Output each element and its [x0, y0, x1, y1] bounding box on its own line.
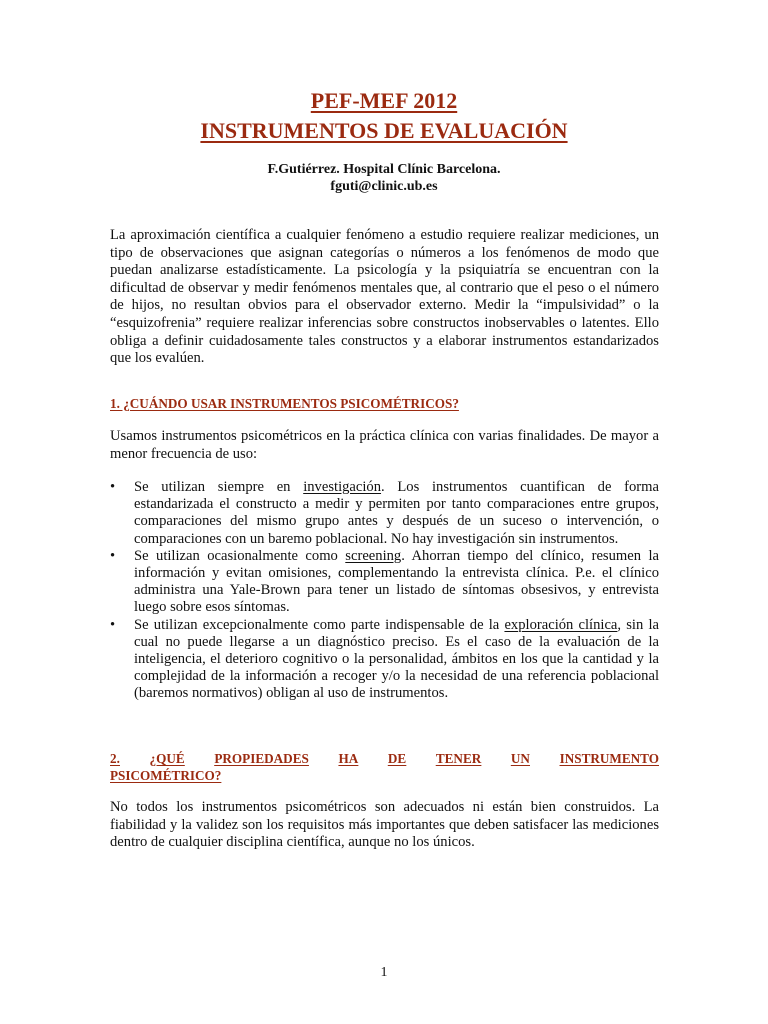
- intro-paragraph: La aproximación científica a cualquier fenómeno a estudio requiere realizar mediciones, un tipo de observaciones que asignan categorías o números a los fenómenos de modo que puedan analizarse estadísticamente. La psicología y la psiquiatría se encuentran con la dificultad de observar y medir fenómenos mentales que, al contrario que el peso o el número de hijos, no resultan obvios para el observador externo. Medir la “impulsividad” o la “esquizofrenia” requiere realizar inferencias sobre constructos inobservables o latentes. Ello obliga a definir cuidadosamente tales constructos y a elaborar instrumentos estandarizados que los evalúen.: [110, 227, 659, 367]
- author-block: [0, 161, 768, 195]
- section-2-paragraph: No todos los instrumentos psicométricos son adecuados ni están bien construidos. La fiabilidad y la validez son los requisitos más importantes que deben satisfacer las mediciones dentro de cualquier disciplina científica, aunque no los únicos.: [110, 799, 659, 851]
- bullet-text-before: Se utilizan siempre en: [134, 479, 304, 495]
- bullet-text-before: Se utilizan excepcionalmente como parte indispensable de la: [134, 616, 505, 633]
- page-number: 1: [380, 965, 388, 980]
- heading-word: INSTRUMENTO: [559, 751, 659, 766]
- title-block: [0, 86, 768, 146]
- bullet-item-screening: [110, 548, 659, 617]
- heading-word: 2.: [110, 751, 120, 766]
- intro-paragraph-block: [110, 227, 659, 368]
- heading-word: ¿QUÉ: [149, 751, 185, 766]
- heading-word: UN: [510, 751, 530, 766]
- section-1-intro: Usamos instrumentos psicométricos en la práctica clínica con varias finalidades. De mayor a menor frecuencia de uso:: [110, 428, 659, 462]
- section-heading-1: 1. ¿CUÁNDO USAR INSTRUMENTOS PSICOMÉTRICOS?: [110, 396, 459, 411]
- section-2-paragraph-block: [110, 799, 659, 852]
- bullet-keyword: screening: [345, 547, 402, 564]
- bullet-marker: •: [110, 616, 116, 633]
- bullet-keyword: investigación: [303, 479, 382, 495]
- bullet-item-exploracion: [110, 617, 659, 703]
- section-heading-2: [110, 750, 659, 784]
- section-1-intro-block: [110, 428, 659, 463]
- document-title: PEF-MEF 2012: [310, 88, 458, 113]
- bullet-marker: •: [110, 479, 116, 495]
- bullet-item-investigacion: [110, 479, 659, 548]
- bullet-list: [110, 479, 659, 703]
- bullet-text-after: . Ahorran tiempo del clínico, resumen la información y evitan omisiones, complementando la entrevista clínica. P.e. el clínico administra una Yale-Brown para tener un listado de síntomas obsesivos, y entrevista luego sobre esos síntomas.: [134, 547, 659, 616]
- heading-word: PROPIEDADES: [214, 751, 309, 766]
- bullet-marker: •: [110, 547, 116, 564]
- bullet-text-after: , sin la cual no puede llegarse a un diagnóstico preciso. Es el caso de la evaluación de la inteligencia, el deterioro cognitivo o la personalidad, ámbitos en los que la cantidad y la complejidad de la información a recoger y/o la necesidad de una referencia poblacional (baremos normativos) obligan al uso de instrumentos.: [134, 616, 659, 702]
- heading-word: TENER: [435, 751, 482, 766]
- bullet-text-before: Se utilizan ocasionalmente como: [134, 547, 346, 564]
- heading-word: DE: [387, 751, 407, 766]
- section-2-heading-line-2: PSICOMÉTRICO?: [110, 768, 222, 783]
- author-email: fguti@clinic.ub.es: [330, 179, 438, 194]
- heading-word: HA: [338, 751, 359, 766]
- author-affiliation: F.Gutiérrez. Hospital Clínic Barcelona.: [267, 162, 501, 177]
- section-2-heading-line-1: [110, 750, 659, 767]
- document-subtitle: INSTRUMENTOS DE EVALUACIÓN: [200, 118, 568, 143]
- bullet-keyword: exploración clínica: [504, 616, 618, 633]
- bullet-text-after: . Los instrumentos cuantifican de forma estandarizada el constructo a medir y permiten por tanto comparaciones entre grupos, comparaciones del mismo grupo antes y después de un suceso o intervención, o comparaciones con un baremo poblacional. No hay investigación sin instrumentos.: [134, 479, 659, 547]
